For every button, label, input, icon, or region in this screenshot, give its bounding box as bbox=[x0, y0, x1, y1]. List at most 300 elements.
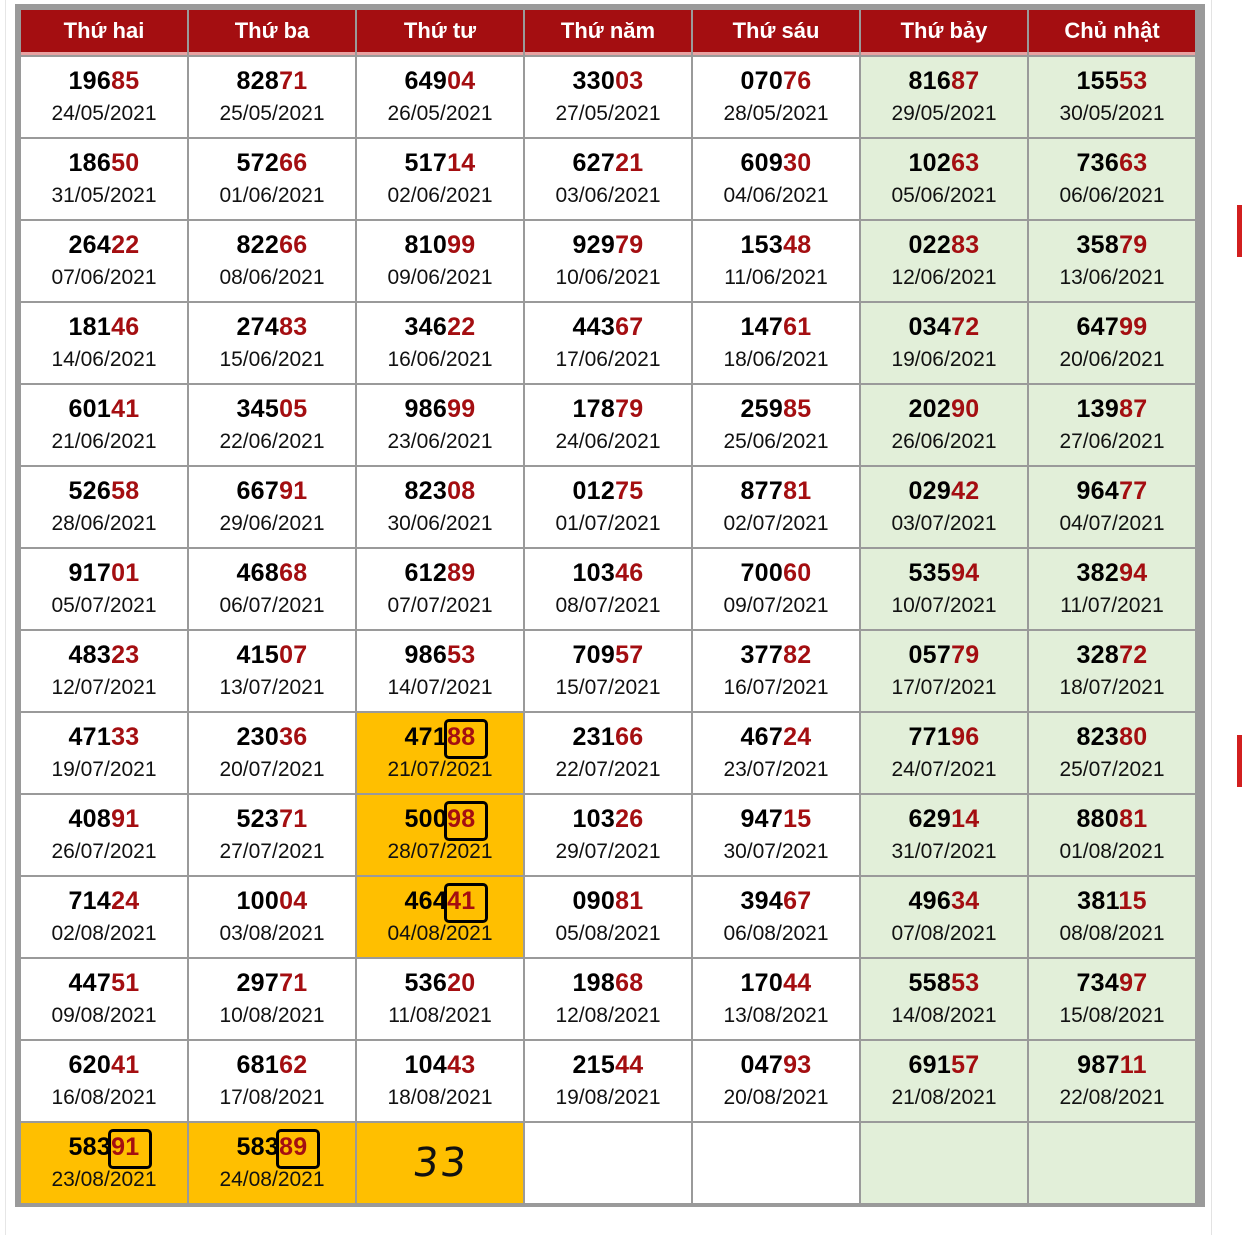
result-number bbox=[21, 1133, 187, 1161]
calendar-cell bbox=[21, 1041, 187, 1121]
calendar-body bbox=[21, 57, 1195, 1203]
calendar-cell bbox=[21, 139, 187, 219]
result-number bbox=[21, 1051, 187, 1079]
calendar-cell bbox=[861, 959, 1027, 1039]
result-last-two-digits: 03 bbox=[615, 67, 644, 95]
result-date: 11/07/2021 bbox=[1060, 594, 1164, 617]
calendar-cell bbox=[861, 57, 1027, 137]
result-last-two-digits: 66 bbox=[279, 149, 308, 177]
result-prefix-digits: 259 bbox=[740, 395, 784, 423]
result-last-two-digits: 58 bbox=[111, 477, 140, 505]
calendar-cell bbox=[189, 549, 355, 629]
result-last-two-digits: 44 bbox=[783, 969, 812, 997]
calendar-row bbox=[21, 467, 1195, 547]
result-date: 24/08/2021 bbox=[219, 1168, 325, 1191]
result-prefix-digits: 147 bbox=[740, 313, 784, 341]
result-last-two-digits: 66 bbox=[279, 231, 308, 259]
calendar-cell bbox=[21, 549, 187, 629]
calendar-cell bbox=[525, 1123, 691, 1203]
calendar-cell bbox=[525, 631, 691, 711]
result-number bbox=[189, 395, 355, 423]
result-number bbox=[21, 477, 187, 505]
result-number bbox=[693, 231, 859, 259]
result-date: 14/08/2021 bbox=[891, 1004, 997, 1027]
calendar-cell bbox=[1029, 959, 1195, 1039]
result-last-two-digits: 04 bbox=[447, 67, 476, 95]
result-date: 13/06/2021 bbox=[1059, 266, 1165, 289]
result-prefix-digits: 536 bbox=[404, 969, 448, 997]
result-date: 02/08/2021 bbox=[51, 922, 157, 945]
result-number bbox=[189, 313, 355, 341]
result-date: 24/07/2021 bbox=[891, 758, 997, 781]
result-date: 09/06/2021 bbox=[387, 266, 493, 289]
calendar-row bbox=[21, 795, 1195, 875]
result-date: 29/06/2021 bbox=[219, 512, 325, 535]
calendar-cell bbox=[1029, 385, 1195, 465]
result-last-two-digits: 88 bbox=[447, 723, 476, 751]
result-date: 15/07/2021 bbox=[555, 676, 661, 699]
result-date: 30/07/2021 bbox=[723, 840, 829, 863]
calendar-row bbox=[21, 877, 1195, 957]
result-last-two-digits: 67 bbox=[783, 887, 812, 915]
calendar-cell bbox=[21, 959, 187, 1039]
result-date: 19/08/2021 bbox=[555, 1086, 661, 1109]
calendar-cell bbox=[525, 1041, 691, 1121]
result-date: 02/06/2021 bbox=[387, 184, 493, 207]
result-last-two-digits: 83 bbox=[279, 313, 308, 341]
calendar-cell bbox=[861, 549, 1027, 629]
calendar-cell bbox=[693, 959, 859, 1039]
result-prefix-digits: 496 bbox=[908, 887, 952, 915]
calendar-cell bbox=[189, 1123, 355, 1203]
calendar-cell bbox=[189, 795, 355, 875]
result-last-two-digits: 81 bbox=[615, 887, 644, 915]
result-prefix-digits: 264 bbox=[68, 231, 112, 259]
calendar-cell bbox=[21, 303, 187, 383]
result-prefix-digits: 029 bbox=[908, 477, 952, 505]
result-number bbox=[693, 67, 859, 95]
calendar-cell bbox=[189, 713, 355, 793]
result-last-two-digits: 67 bbox=[615, 313, 644, 341]
result-date: 28/06/2021 bbox=[51, 512, 157, 535]
calendar-cell bbox=[861, 467, 1027, 547]
calendar-cell bbox=[357, 1041, 523, 1121]
result-number bbox=[189, 559, 355, 587]
result-last-two-digits: 90 bbox=[951, 395, 980, 423]
calendar-cell bbox=[861, 139, 1027, 219]
result-date: 26/05/2021 bbox=[387, 102, 493, 125]
result-date: 05/07/2021 bbox=[51, 594, 157, 617]
result-number bbox=[525, 887, 691, 915]
result-prefix-digits: 828 bbox=[236, 67, 280, 95]
result-prefix-digits: 609 bbox=[740, 149, 784, 177]
result-date: 24/06/2021 bbox=[555, 430, 661, 453]
result-last-two-digits: 75 bbox=[615, 477, 644, 505]
result-last-two-digits: 46 bbox=[111, 313, 140, 341]
result-prefix-digits: 535 bbox=[908, 559, 952, 587]
result-date: 07/06/2021 bbox=[51, 266, 157, 289]
result-prefix-digits: 620 bbox=[68, 1051, 112, 1079]
result-prefix-digits: 667 bbox=[236, 477, 280, 505]
result-prefix-digits: 572 bbox=[236, 149, 280, 177]
result-number bbox=[189, 969, 355, 997]
result-prefix-digits: 734 bbox=[1076, 969, 1120, 997]
result-prefix-digits: 155 bbox=[1076, 67, 1120, 95]
result-date: 10/06/2021 bbox=[555, 266, 661, 289]
result-number bbox=[21, 313, 187, 341]
result-last-two-digits: 81 bbox=[1119, 805, 1148, 833]
result-last-two-digits: 87 bbox=[1119, 395, 1148, 423]
result-last-two-digits: 83 bbox=[951, 231, 980, 259]
result-prefix-digits: 987 bbox=[1077, 1051, 1120, 1079]
result-prefix-digits: 467 bbox=[740, 723, 784, 751]
calendar-cell bbox=[21, 713, 187, 793]
calendar-cell bbox=[693, 713, 859, 793]
calendar-cell bbox=[21, 385, 187, 465]
result-number bbox=[189, 805, 355, 833]
result-number bbox=[21, 559, 187, 587]
result-number bbox=[357, 641, 523, 669]
calendar-cell bbox=[861, 1123, 1027, 1203]
result-prefix-digits: 377 bbox=[740, 641, 784, 669]
calendar-cell bbox=[189, 385, 355, 465]
result-last-two-digits: 50 bbox=[111, 149, 140, 177]
result-number bbox=[21, 805, 187, 833]
result-date: 31/05/2021 bbox=[51, 184, 157, 207]
calendar-cell bbox=[861, 713, 1027, 793]
result-number bbox=[1029, 477, 1195, 505]
result-prefix-digits: 823 bbox=[404, 477, 448, 505]
calendar-cell bbox=[21, 57, 187, 137]
result-last-two-digits: 46 bbox=[615, 559, 644, 587]
calendar-cell bbox=[189, 139, 355, 219]
calendar-cell bbox=[189, 57, 355, 137]
result-last-two-digits: 53 bbox=[1119, 67, 1148, 95]
result-prefix-digits: 709 bbox=[572, 641, 616, 669]
result-date: 25/06/2021 bbox=[723, 430, 829, 453]
calendar-cell bbox=[21, 467, 187, 547]
result-number bbox=[861, 313, 1027, 341]
calendar-cell bbox=[21, 1123, 187, 1203]
result-last-two-digits: 43 bbox=[447, 1051, 476, 1079]
handdrawn-box-mark bbox=[444, 719, 488, 759]
calendar-cell bbox=[861, 877, 1027, 957]
result-number bbox=[357, 149, 523, 177]
result-last-two-digits: 91 bbox=[111, 805, 140, 833]
result-number bbox=[21, 887, 187, 915]
result-number bbox=[525, 969, 691, 997]
result-date: 20/07/2021 bbox=[219, 758, 325, 781]
calendar-cell bbox=[1029, 303, 1195, 383]
result-number bbox=[861, 641, 1027, 669]
result-prefix-digits: 583 bbox=[236, 1133, 280, 1161]
result-number bbox=[861, 969, 1027, 997]
result-number bbox=[1029, 969, 1195, 997]
calendar-cell bbox=[525, 713, 691, 793]
result-prefix-digits: 153 bbox=[740, 231, 784, 259]
result-number bbox=[861, 723, 1027, 751]
calendar-cell bbox=[861, 1041, 1027, 1121]
result-number bbox=[21, 641, 187, 669]
result-last-two-digits: 08 bbox=[447, 477, 476, 505]
result-last-two-digits: 41 bbox=[447, 887, 476, 915]
result-last-two-digits: 68 bbox=[279, 559, 308, 587]
result-prefix-digits: 627 bbox=[572, 149, 616, 177]
result-number bbox=[693, 641, 859, 669]
result-prefix-digits: 215 bbox=[572, 1051, 616, 1079]
result-prefix-digits: 964 bbox=[1076, 477, 1120, 505]
calendar-cell bbox=[1029, 1041, 1195, 1121]
calendar-cell bbox=[1029, 139, 1195, 219]
calendar-cell bbox=[21, 221, 187, 301]
result-date: 23/06/2021 bbox=[387, 430, 493, 453]
result-date: 06/07/2021 bbox=[219, 594, 325, 617]
result-date: 01/06/2021 bbox=[219, 184, 325, 207]
calendar-cell bbox=[357, 303, 523, 383]
result-last-two-digits: 36 bbox=[279, 723, 308, 751]
result-prefix-digits: 198 bbox=[572, 969, 616, 997]
result-date: 07/08/2021 bbox=[891, 922, 997, 945]
result-prefix-digits: 526 bbox=[68, 477, 112, 505]
result-number bbox=[525, 1051, 691, 1079]
result-prefix-digits: 947 bbox=[740, 805, 784, 833]
result-number bbox=[357, 559, 523, 587]
result-number bbox=[21, 723, 187, 751]
calendar-row bbox=[21, 1041, 1195, 1121]
calendar-cell bbox=[525, 795, 691, 875]
result-date: 07/07/2021 bbox=[387, 594, 493, 617]
calendar-cell bbox=[357, 57, 523, 137]
result-number bbox=[525, 805, 691, 833]
result-last-two-digits: 89 bbox=[447, 559, 476, 587]
result-date: 10/08/2021 bbox=[219, 1004, 325, 1027]
calendar-cell bbox=[357, 795, 523, 875]
calendar-cell bbox=[357, 139, 523, 219]
calendar-cell bbox=[1029, 1123, 1195, 1203]
result-last-two-digits: 85 bbox=[111, 67, 140, 95]
calendar-cell bbox=[525, 221, 691, 301]
calendar-cell bbox=[693, 1123, 859, 1203]
weekday-header-row bbox=[21, 10, 1195, 55]
result-last-two-digits: 82 bbox=[783, 641, 812, 669]
result-last-two-digits: 66 bbox=[615, 723, 644, 751]
result-number bbox=[525, 723, 691, 751]
result-last-two-digits: 14 bbox=[951, 805, 980, 833]
result-date: 06/08/2021 bbox=[723, 922, 829, 945]
result-date: 18/06/2021 bbox=[723, 348, 829, 371]
result-number bbox=[357, 969, 523, 997]
result-number bbox=[1029, 231, 1195, 259]
result-prefix-digits: 070 bbox=[740, 67, 784, 95]
result-last-two-digits: 51 bbox=[111, 969, 140, 997]
calendar-cell bbox=[693, 631, 859, 711]
calendar-cell bbox=[693, 549, 859, 629]
result-last-two-digits: 53 bbox=[447, 641, 476, 669]
calendar-cell bbox=[525, 467, 691, 547]
result-prefix-digits: 558 bbox=[908, 969, 952, 997]
result-last-two-digits: 15 bbox=[783, 805, 812, 833]
weekday-header-3: Thứ tư bbox=[357, 10, 523, 55]
result-prefix-digits: 047 bbox=[740, 1051, 784, 1079]
calendar-cell bbox=[525, 877, 691, 957]
result-number bbox=[861, 1051, 1027, 1079]
result-number bbox=[693, 1051, 859, 1079]
result-date: 17/06/2021 bbox=[555, 348, 661, 371]
result-last-two-digits: 21 bbox=[615, 149, 644, 177]
result-date: 12/07/2021 bbox=[51, 676, 157, 699]
result-last-two-digits: 87 bbox=[951, 67, 980, 95]
calendar-cell bbox=[525, 959, 691, 1039]
result-date: 30/05/2021 bbox=[1059, 102, 1165, 125]
calendar-cell bbox=[525, 139, 691, 219]
result-date: 02/07/2021 bbox=[723, 512, 829, 535]
result-date: 25/07/2021 bbox=[1059, 758, 1165, 781]
result-last-two-digits: 26 bbox=[615, 805, 644, 833]
result-last-two-digits: 07 bbox=[279, 641, 308, 669]
result-last-two-digits: 01 bbox=[111, 559, 140, 587]
calendar-cell bbox=[357, 549, 523, 629]
calendar-cell bbox=[357, 631, 523, 711]
calendar-cell bbox=[189, 221, 355, 301]
result-last-two-digits: 94 bbox=[1119, 559, 1148, 587]
result-date: 08/07/2021 bbox=[555, 594, 661, 617]
result-last-two-digits: 96 bbox=[951, 723, 980, 751]
calendar-cell bbox=[1029, 221, 1195, 301]
result-prefix-digits: 612 bbox=[404, 559, 448, 587]
calendar-cell bbox=[189, 631, 355, 711]
result-last-two-digits: 24 bbox=[783, 723, 812, 751]
result-last-two-digits: 79 bbox=[615, 395, 644, 423]
result-prefix-digits: 500 bbox=[404, 805, 448, 833]
weekday-header-4: Thứ năm bbox=[525, 10, 691, 55]
result-last-two-digits: 77 bbox=[1119, 477, 1148, 505]
result-date: 01/07/2021 bbox=[555, 512, 661, 535]
result-last-two-digits: 22 bbox=[111, 231, 140, 259]
result-prefix-digits: 468 bbox=[236, 559, 280, 587]
result-last-two-digits: 44 bbox=[615, 1051, 644, 1079]
result-number bbox=[861, 559, 1027, 587]
result-date: 28/07/2021 bbox=[387, 840, 493, 863]
result-number bbox=[357, 1051, 523, 1079]
calendar-cell bbox=[189, 877, 355, 957]
result-last-two-digits: 91 bbox=[111, 1133, 140, 1161]
calendar-cell bbox=[357, 959, 523, 1039]
result-number bbox=[357, 313, 523, 341]
calendar-cell bbox=[693, 795, 859, 875]
result-prefix-digits: 196 bbox=[68, 67, 112, 95]
result-prefix-digits: 345 bbox=[236, 395, 280, 423]
calendar-cell bbox=[357, 385, 523, 465]
result-last-two-digits: 72 bbox=[1119, 641, 1148, 669]
result-number bbox=[189, 641, 355, 669]
result-date: 14/06/2021 bbox=[51, 348, 157, 371]
result-date: 26/07/2021 bbox=[51, 840, 157, 863]
result-date: 21/07/2021 bbox=[387, 758, 493, 781]
handdrawn-box-mark bbox=[276, 1129, 320, 1169]
result-prefix-digits: 104 bbox=[404, 1051, 448, 1079]
result-last-two-digits: 79 bbox=[951, 641, 980, 669]
calendar-cell bbox=[357, 877, 523, 957]
result-number bbox=[189, 887, 355, 915]
result-date: 27/06/2021 bbox=[1059, 430, 1165, 453]
calendar-frame bbox=[15, 4, 1205, 1207]
result-last-two-digits: 99 bbox=[447, 395, 476, 423]
scroll-marker-bottom bbox=[1237, 735, 1242, 787]
result-date: 29/07/2021 bbox=[555, 840, 661, 863]
result-prefix-digits: 601 bbox=[68, 395, 112, 423]
result-prefix-digits: 629 bbox=[908, 805, 952, 833]
result-date: 23/07/2021 bbox=[723, 758, 829, 781]
result-date: 13/08/2021 bbox=[723, 1004, 829, 1027]
calendar-cell bbox=[693, 1041, 859, 1121]
result-prefix-digits: 681 bbox=[236, 1051, 280, 1079]
result-number bbox=[525, 559, 691, 587]
result-date: 23/08/2021 bbox=[51, 1168, 157, 1191]
result-date: 29/05/2021 bbox=[891, 102, 997, 125]
handdrawn-box-mark bbox=[108, 1129, 152, 1169]
result-number bbox=[1029, 313, 1195, 341]
result-date: 01/08/2021 bbox=[1059, 840, 1165, 863]
calendar-cell bbox=[693, 221, 859, 301]
result-number bbox=[861, 395, 1027, 423]
calendar-cell bbox=[693, 303, 859, 383]
result-last-two-digits: 76 bbox=[783, 67, 812, 95]
result-last-two-digits: 89 bbox=[279, 1133, 308, 1161]
result-last-two-digits: 81 bbox=[783, 477, 812, 505]
result-date: 03/07/2021 bbox=[891, 512, 997, 535]
result-last-two-digits: 41 bbox=[111, 395, 140, 423]
calendar-row bbox=[21, 139, 1195, 219]
calendar-cell bbox=[693, 385, 859, 465]
result-prefix-digits: 382 bbox=[1076, 559, 1120, 587]
result-last-two-digits: 34 bbox=[951, 887, 980, 915]
calendar-row bbox=[21, 57, 1195, 137]
calendar-cell bbox=[693, 57, 859, 137]
result-prefix-digits: 649 bbox=[404, 67, 448, 95]
result-number bbox=[357, 395, 523, 423]
result-date: 14/07/2021 bbox=[387, 676, 493, 699]
result-last-two-digits: 91 bbox=[279, 477, 308, 505]
result-prefix-digits: 583 bbox=[68, 1133, 112, 1161]
weekday-header-1: Thứ hai bbox=[21, 10, 187, 55]
result-date: 18/08/2021 bbox=[387, 1086, 493, 1109]
calendar-cell bbox=[21, 877, 187, 957]
calendar-cell bbox=[861, 303, 1027, 383]
result-number bbox=[693, 477, 859, 505]
calendar-row bbox=[21, 631, 1195, 711]
result-last-two-digits: 22 bbox=[447, 313, 476, 341]
calendar-cell bbox=[189, 1041, 355, 1121]
result-last-two-digits: 41 bbox=[111, 1051, 140, 1079]
result-last-two-digits: 93 bbox=[783, 1051, 812, 1079]
result-number bbox=[357, 887, 523, 915]
result-prefix-digits: 714 bbox=[68, 887, 112, 915]
result-date: 27/07/2021 bbox=[219, 840, 325, 863]
result-prefix-digits: 057 bbox=[908, 641, 952, 669]
result-prefix-digits: 647 bbox=[1076, 313, 1120, 341]
result-date: 25/05/2021 bbox=[219, 102, 325, 125]
result-date: 17/07/2021 bbox=[891, 676, 997, 699]
result-number bbox=[189, 1051, 355, 1079]
result-number bbox=[693, 723, 859, 751]
calendar-row bbox=[21, 959, 1195, 1039]
calendar-cell bbox=[357, 713, 523, 793]
result-number bbox=[21, 67, 187, 95]
calendar-row bbox=[21, 303, 1195, 383]
result-number bbox=[189, 149, 355, 177]
result-number bbox=[189, 477, 355, 505]
result-date: 31/07/2021 bbox=[891, 840, 997, 863]
